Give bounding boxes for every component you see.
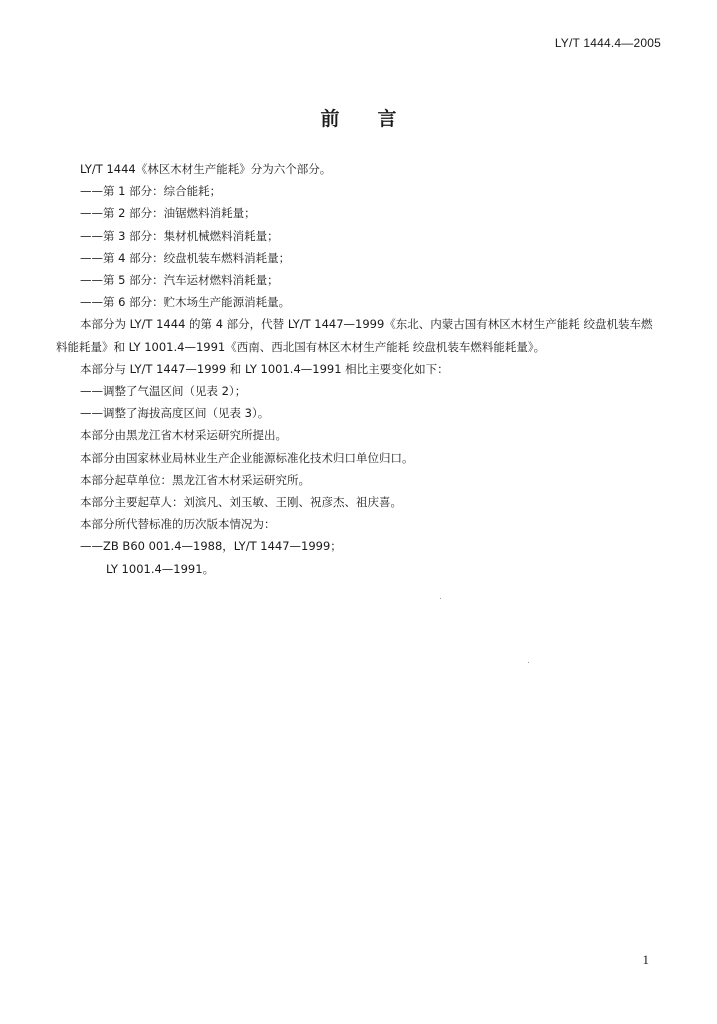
history-item-2: LY 1001.4—1991。 bbox=[106, 561, 215, 576]
intro-paragraph: LY/T 1444《林区木材生产能耗》分为六个部分。 bbox=[80, 162, 332, 176]
change-item-altitude: ——调整了海拔高度区间（见表 3）。 bbox=[80, 406, 270, 421]
list-item-part-6: ——第 6 部分：贮木场生产能源消耗量。 bbox=[80, 295, 291, 310]
scan-speck bbox=[440, 598, 441, 599]
standard-number: LY/T 1444.4—2005 bbox=[554, 36, 661, 50]
list-item-part-3: ——第 3 部分：集材机械燃料消耗量； bbox=[80, 228, 279, 243]
drafting-unit-paragraph: 本部分起草单位：黑龙江省木材采运研究所。 bbox=[80, 472, 310, 487]
change-item-temperature: ——调整了气温区间（见表 2）； bbox=[80, 384, 247, 399]
page-number: 1 bbox=[642, 952, 649, 967]
scan-speck bbox=[528, 662, 529, 663]
proposer-paragraph: 本部分由黑龙江省木材采运研究所提出。 bbox=[80, 428, 287, 443]
history-intro: 本部分所代替标准的历次版本情况为： bbox=[80, 517, 276, 532]
foreword-body bbox=[56, 158, 662, 580]
list-item-part-5: ——第 5 部分：汽车运材燃料消耗量； bbox=[80, 273, 279, 288]
responsible-unit-paragraph: 本部分由国家林业局林业生产企业能源标准化技术归口单位归口。 bbox=[80, 450, 414, 465]
list-item-part-4: ——第 4 部分：绞盘机装车燃料消耗量； bbox=[80, 250, 291, 265]
list-item-part-2: ——第 2 部分：油锯燃料消耗量； bbox=[80, 206, 256, 221]
replacement-paragraph: 本部分为 LY/T 1444 的第 4 部分，代替 LY/T 1447—1999《东北、内蒙古国有林区木材生产能耗 绞盘机装车燃料能耗量》和 LY 1001.4—1991《西南、西北国有林区木材生产能耗 绞盘机装车燃料能耗量》。 bbox=[56, 317, 653, 354]
drafters-paragraph: 本部分主要起草人：刘滨凡、刘玉敏、王刚、祝彦杰、祖庆喜。 bbox=[80, 495, 402, 510]
changes-intro: 本部分与 LY/T 1447—1999 和 LY 1001.4—1991 相比主要变化如下： bbox=[80, 361, 449, 376]
history-item-1: ——ZB B60 001.4—1988，LY/T 1447—1999； bbox=[80, 539, 342, 554]
page-title: 前言 bbox=[320, 108, 435, 130]
list-item-part-1: ——第 1 部分：综合能耗； bbox=[80, 184, 222, 199]
